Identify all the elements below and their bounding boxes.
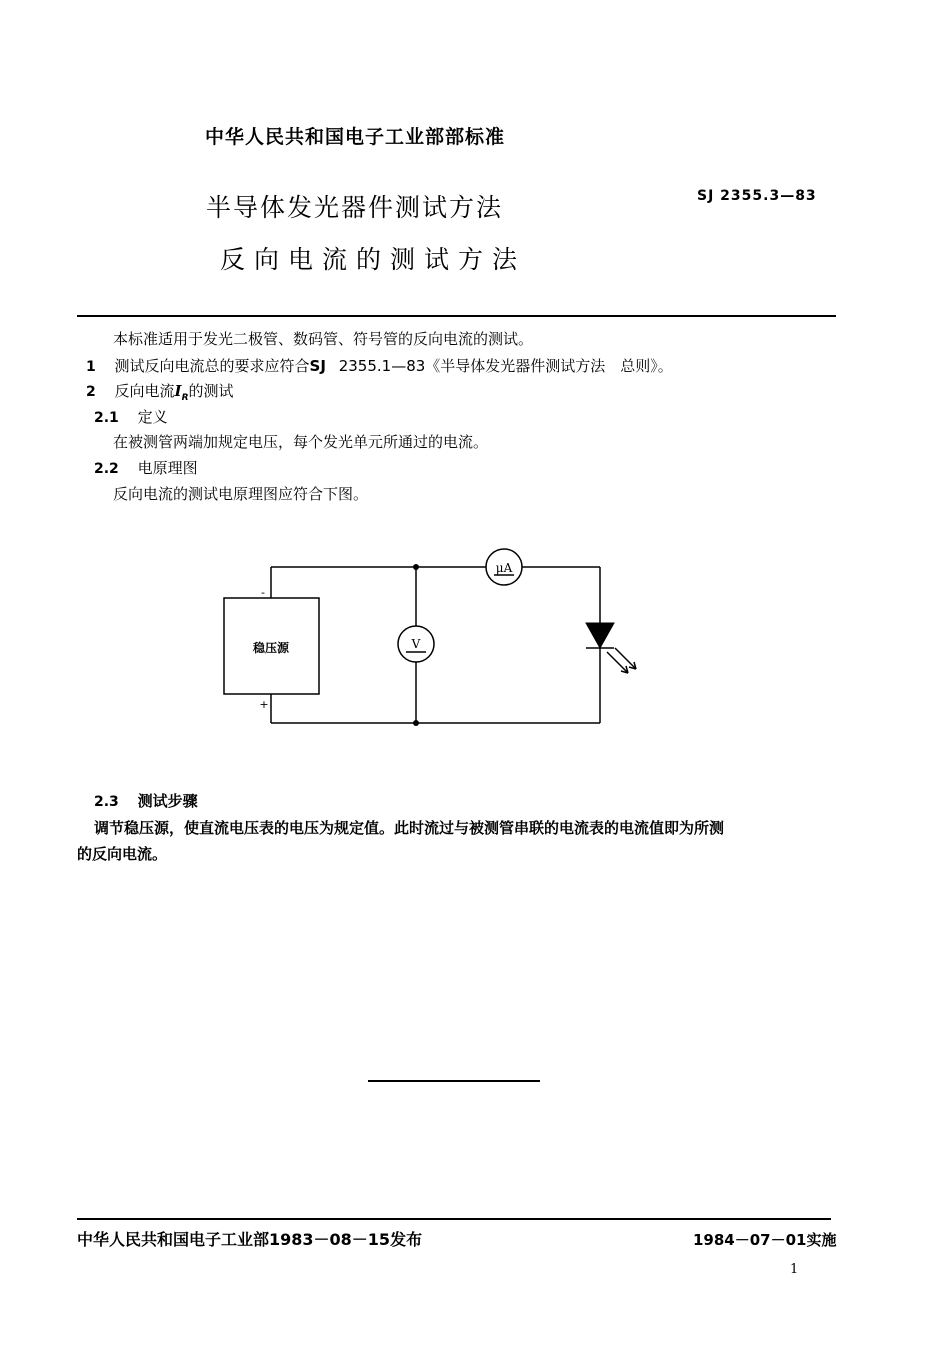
section-1-ref-prefix: SJ [309,357,326,375]
standard-number: SJ 2355.3—83 [697,188,817,204]
section-1 [86,355,673,376]
section-2-1-title: 定义 [137,408,168,426]
section-2-3-title: 测试步骤 [137,792,198,810]
ammeter-label: μA [495,561,513,575]
document-title: 半导体发光器件测试方法 [206,193,504,222]
issuing-authority-header: 中华人民共和国电子工业部部标准 [205,126,506,148]
page-number: 1 [790,1262,799,1277]
section-2-3-heading [94,790,198,811]
section-2-3-number: 2.3 [94,794,119,810]
end-of-text-rule [368,1080,540,1082]
led-emission-arrow-1 [607,652,628,673]
section-2-2-heading [94,457,198,478]
top-rule [77,315,836,317]
section-2 [86,380,234,403]
section-2-1-heading [94,406,168,427]
source-label: 稳压源 [252,641,290,655]
led-emission-arrow-2 [615,648,636,669]
voltmeter-label: V [411,637,421,651]
section-2-1-number: 2.1 [94,410,119,426]
section-2-subscript: R [181,393,189,403]
document-subtitle: 反向电流的测试方法 [220,245,527,274]
junction-dot-bottom [413,720,419,726]
source-plus-label: + [259,698,269,711]
source-minus-label: - [261,586,265,599]
section-1-text-a: 测试反向电流总的要求应符合 [114,357,310,375]
section-2-2-text: 反向电流的测试电原理图应符合下图。 [113,485,369,503]
led-diode-icon [586,623,614,648]
section-2-3-text-line1: 调节稳压源，使直流电压表的电压为规定值。此时流过与被测管串联的电流表的电流值即为所测 [94,819,725,837]
section-2-1-text: 在被测管两端加规定电压，每个发光单元所通过的电流。 [113,433,489,451]
circuit-diagram [200,540,660,740]
section-2-3-text-line2: 的反向电流。 [77,845,168,863]
section-2-symbol: I [174,382,182,400]
section-1-number: 1 [86,359,96,375]
intro-paragraph: 本标准适用于发光二极管、数码管、符号管的反向电流的测试。 [113,330,534,348]
section-2-text: 反向电流 [114,382,175,400]
issue-date: 中华人民共和国电子工业部1983－08－15发布 [77,1230,423,1249]
section-2-2-number: 2.2 [94,461,119,477]
effective-date: 1984－07－01实施 [693,1231,837,1249]
junction-dot-top [413,564,419,570]
section-1-text-b: 2355.1—83《半导体发光器件测试方法 总则》。 [338,357,673,375]
section-2-number: 2 [86,384,96,400]
bottom-rule [77,1218,831,1220]
section-2-2-title: 电原理图 [137,459,198,477]
section-2-text-b: 的测试 [188,382,234,400]
